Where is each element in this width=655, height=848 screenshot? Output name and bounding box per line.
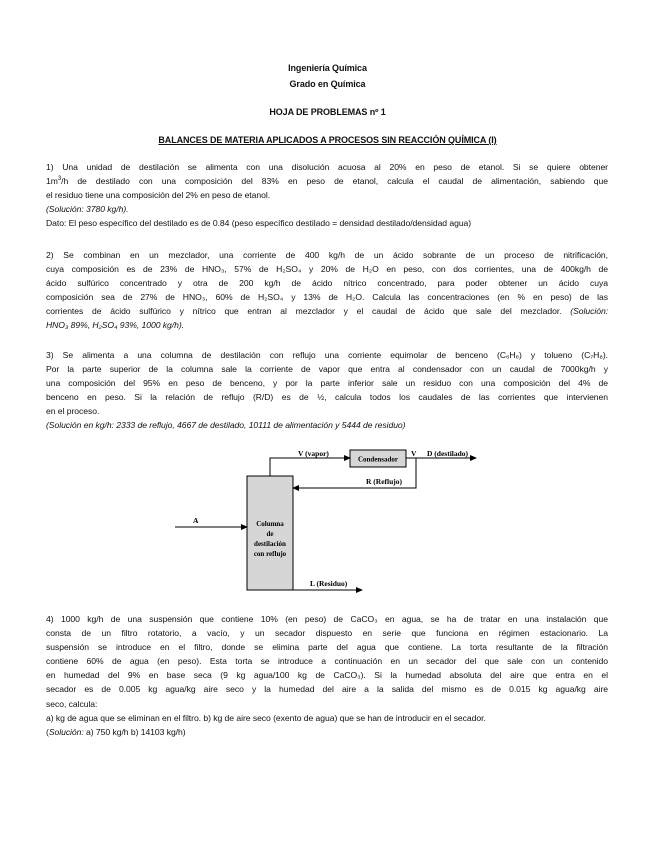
distillation-diagram [170,445,490,605]
column-label-2: de [266,530,274,538]
problem-3-line-3: una composición del 95% en peso de benceno, y por la parte inferior sale un residuo con una composición del 4% de [46,378,608,389]
condenser-label: Condensador [357,455,399,464]
problem-2-line-4: composición sea de 27% de HNO₃, 60% de H₂SO₄ y 13% de H₂O. Calcula las concentraciones (en % en peso) de las [46,292,608,303]
residue-label: L (Residuo) [310,579,348,588]
sheet-title: HOJA DE PROBLEMAS nº 1 [269,107,386,117]
problem-1-solution: (Solución: 3780 kg/h). [46,204,129,215]
problem-4-line-5: en humedad del 9% en base seca (9 kg agua/100 kg de CaCO₃). Si la humedad absoluta del aire que entra en el [46,670,608,681]
distillate-label: D (destilado) [427,449,469,458]
problem-4-line-4: contiene 60% de agua (en peso). Esta torta se introduce a continuación en un secador del que sale con un contenido [46,656,608,667]
vapor-label: V (vapor) [298,449,329,458]
problem-2-solution: HNO₃ 89%, H₂SO₄ 93%, 1000 kg/h). [46,320,184,331]
header-degree: Grado en Química [289,79,366,89]
problem-4-line-8: a) kg de agua que se eliminan en el filtro. b) kg de aire seco (exento de agua) que se han de introducir en el secador. [46,712,486,723]
problem-4-line-6: secador es de 0.005 kg agua/kg aire seco y la humedad del aire a la salida del mismo es de 0.015 kg agua/kg aire [46,684,608,695]
column-label-3: destilación [254,540,286,548]
problem-3-solution: (Solución en kg/h: 2333 de reflujo, 4667 de destilado, 10111 de alimentación y 5444 de residuo) [46,420,406,431]
problem-2-line-3: ácido sulfúrico concentrado y otra de 200 kg/h de ácido nítrico concentrado, para poder obtener un ácido cuya [46,278,608,289]
reflux-label: R (Reflujo) [366,477,403,486]
problem-4-line-1: 4) 1000 kg/h de una suspensión que contiene 10% (en peso) de CaCO₃ en agua, se ha de tratar en una instalación que [46,614,608,624]
problem-4-line-7: seco, calcula: [46,698,98,709]
problem-4 [46,612,608,739]
column-label-1: Columna [256,520,284,528]
problem-4-line-2: consta de un filtro rotatorio, a vacío, y un secador dispuesto en serie que funciona en régimen estacionario. La [46,628,608,639]
column-label-4: con reflujo [253,550,287,558]
problem-2-line-2: cuya composición es de 23% de HNO₃, 57% de H₂SO₄ y 20% de H₂O en peso, con dos corrientes, una de 400kg/h de [46,264,608,275]
v-label: V [411,449,417,458]
problem-2-line-5: corrientes de ácido sulfúrico y nítrico que entran al mezclador y el caudal de ácido que sale del mezclador. (Solución: [46,306,609,317]
header-subject: Ingeniería Química [288,63,367,73]
feed-label: A [193,516,199,525]
section-title: BALANCES DE MATERIA APLICADOS A PROCESOS SIN REACCIÓN QUÍMICA (I) [158,135,497,145]
problem-1-data: Dato: El peso específico del destilado es de 0.84 (peso específico destilado = densidad destilado/densidad agua) [46,218,472,229]
problem-1-line-3: el residuo tiene una composición del 2% en peso de etanol. [46,190,271,201]
problem-1 [46,160,608,230]
vapor-line [270,458,350,476]
problem-3-line-1: 3) Se alimenta a una columna de destilación con reflujo una corriente equimolar de benceno (C₆H₆) y tolueno (C₇H₈). [46,350,608,360]
problem-3 [46,348,608,433]
problem-3-line-5: en el proceso. [46,406,100,417]
problem-1-line-1: 1) Una unidad de destilación se alimenta con una disolución acuosa al 20% en peso de etanol. Si se quiere obtener [46,162,608,172]
problem-3-line-4: benceno en peso. Si la relación de reflujo (R/D) es de ½, calcula todos los caudales de las corrientes que intervienen [46,392,608,403]
problem-2-line-1: 2) Se combinan en un mezclador, una corriente de 400 kg/h de un ácido sobrante de un proceso de nitrificación, [46,250,608,260]
problem-3-line-2: Por la parte superior de la columna sale la corriente de vapor que entra al condensador con un caudal de 7000kg/h y [46,364,608,375]
problem-2 [46,248,608,333]
problem-1-line-2: $1m^3/h$ de destilado con una composición del 83% en peso de etanol, calcula el caudal de alimentación, sabiendo que [46,176,608,187]
problem-4-line-3: suspensión se introduce en el filtro, donde se elimina parte del agua que contiene. La torta resultante de la filtración [46,642,608,653]
problem-4-solution: (Solución: a) 750 kg/h b) 14103 kg/h) [46,726,186,737]
